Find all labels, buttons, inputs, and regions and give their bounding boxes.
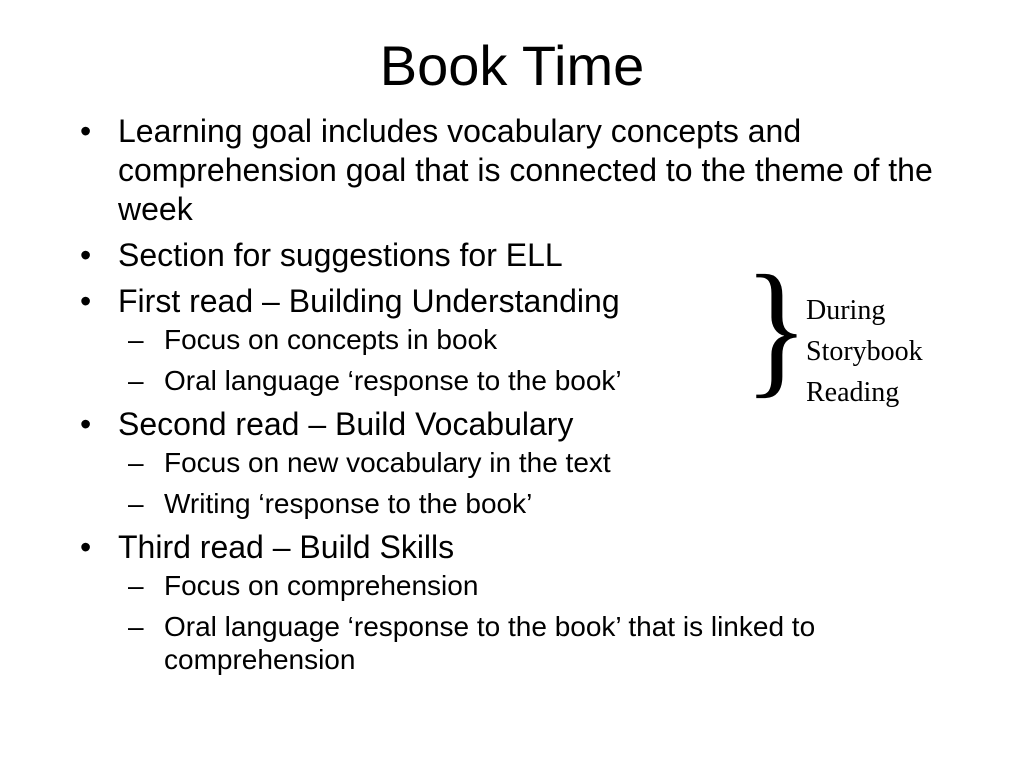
sub-bullet-marker: – [128, 488, 144, 519]
slide-title: Book Time [379, 34, 645, 97]
sub-bullet-text: Focus on concepts in book [164, 324, 498, 355]
bullet-marker: • [80, 406, 92, 442]
bullet-text: First read – Building Understanding [118, 283, 620, 319]
sub-bullet-item [118, 487, 940, 520]
sub-bullet-text: Oral language ‘response to the book’ [164, 365, 622, 396]
bullet-text: Learning goal includes vocabulary concepts and comprehension goal that is connected to the theme of the week [118, 113, 933, 227]
sub-bullet-marker: – [128, 365, 144, 396]
bullet-text: Second read – Build Vocabulary [118, 406, 574, 442]
curly-brace-icon: } [744, 245, 809, 411]
bullet-item-second-read [80, 405, 940, 520]
sub-bullet-item [118, 569, 940, 602]
sub-bullet-item [118, 610, 940, 676]
sub-bullet-marker: – [128, 611, 144, 642]
sub-bullet-list [118, 569, 940, 676]
sub-bullet-text: Focus on new vocabulary in the text [164, 447, 611, 478]
annotation-line: During [806, 295, 886, 326]
sub-bullet-marker: – [128, 447, 144, 478]
sub-bullet-text: Focus on comprehension [164, 570, 479, 601]
bullet-marker: • [80, 283, 92, 319]
sub-bullet-marker: – [128, 324, 144, 355]
storybook-reading-annotation [806, 290, 923, 413]
annotation-line: Reading [806, 377, 900, 408]
bullet-item-ell [80, 236, 940, 275]
bullet-marker: • [80, 237, 92, 273]
sub-bullet-text: Writing ‘response to the book’ [164, 488, 533, 519]
sub-bullet-item [118, 446, 940, 479]
bullet-item-learning-goal [80, 112, 940, 229]
bullet-text: Section for suggestions for ELL [118, 237, 563, 273]
annotation-line: Storybook [806, 336, 923, 367]
sub-bullet-text: Oral language ‘response to the book’ that is linked to comprehension [164, 611, 816, 675]
bullet-marker: • [80, 113, 92, 149]
bullet-text: Third read – Build Skills [118, 529, 455, 565]
sub-bullet-marker: – [128, 570, 144, 601]
sub-bullet-list [118, 446, 940, 520]
bullet-marker: • [80, 529, 92, 565]
bullet-item-third-read [80, 528, 940, 676]
